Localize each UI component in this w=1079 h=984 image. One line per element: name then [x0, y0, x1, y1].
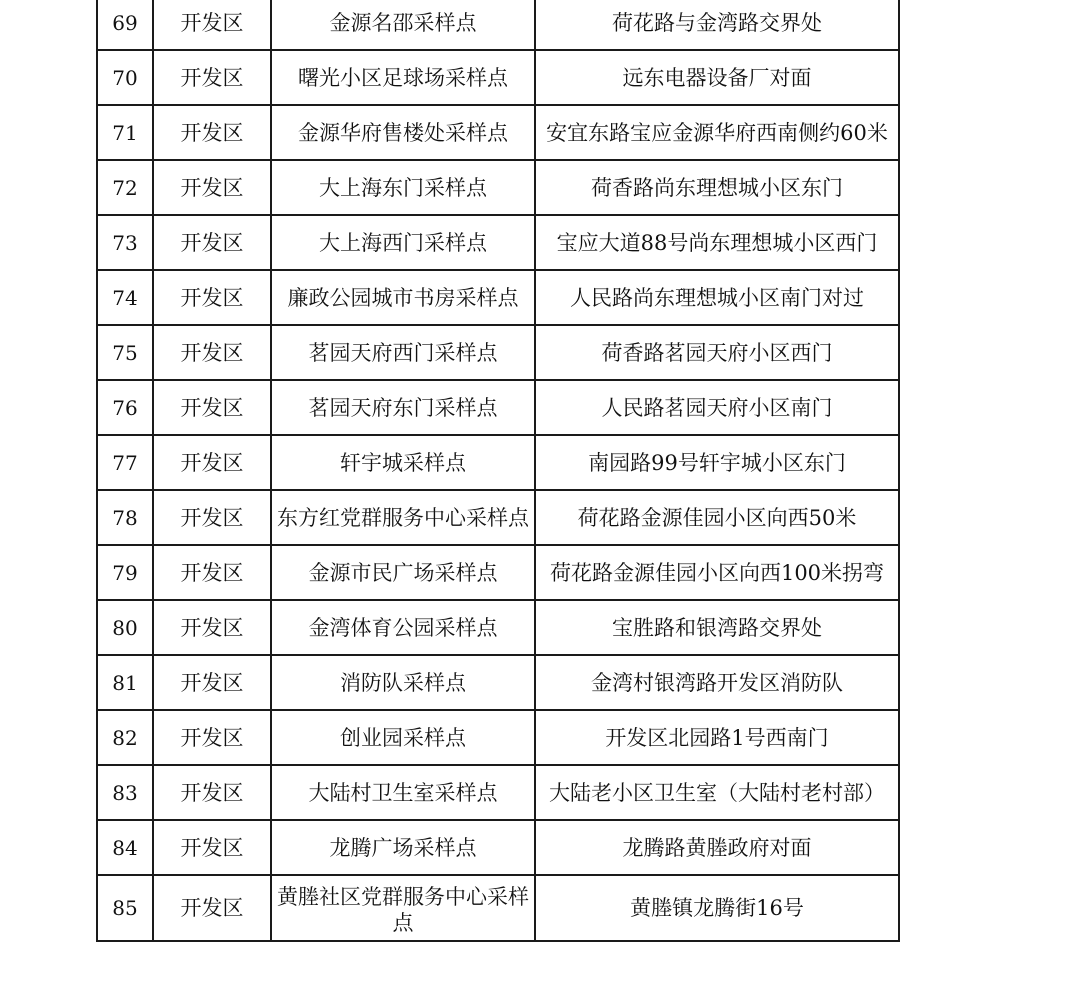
- row-number-cell: 69: [97, 0, 153, 50]
- table-row: [97, 820, 899, 875]
- row-number-cell: 83: [97, 765, 153, 820]
- table-row: [97, 50, 899, 105]
- district-cell: 开发区: [153, 380, 271, 435]
- row-number-cell: 78: [97, 490, 153, 545]
- row-number-cell: 81: [97, 655, 153, 710]
- address-cell: 荷香路茗园天府小区西门: [535, 325, 899, 380]
- address-cell: 龙腾路黄塍政府对面: [535, 820, 899, 875]
- sampling-sites-table: [96, 0, 900, 942]
- site-name-cell: 大上海东门采样点: [271, 160, 535, 215]
- site-name-cell: 金源名邵采样点: [271, 0, 535, 50]
- district-cell: 开发区: [153, 325, 271, 380]
- table-row: [97, 545, 899, 600]
- table-row: [97, 875, 899, 941]
- table-body: [97, 0, 899, 941]
- district-cell: 开发区: [153, 0, 271, 50]
- district-cell: 开发区: [153, 545, 271, 600]
- address-cell: 安宜东路宝应金源华府西南侧约60米: [535, 105, 899, 160]
- site-name-cell: 龙腾广场采样点: [271, 820, 535, 875]
- address-cell: 宝胜路和银湾路交界处: [535, 600, 899, 655]
- district-cell: 开发区: [153, 875, 271, 941]
- address-cell: 南园路99号轩宇城小区东门: [535, 435, 899, 490]
- address-cell: 荷香路尚东理想城小区东门: [535, 160, 899, 215]
- address-cell: 大陆老小区卫生室（大陆村老村部）: [535, 765, 899, 820]
- table-row: [97, 600, 899, 655]
- row-number-cell: 80: [97, 600, 153, 655]
- district-cell: 开发区: [153, 600, 271, 655]
- table-row: [97, 270, 899, 325]
- row-number-cell: 82: [97, 710, 153, 765]
- address-cell: 宝应大道88号尚东理想城小区西门: [535, 215, 899, 270]
- address-cell: 荷花路金源佳园小区向西50米: [535, 490, 899, 545]
- district-cell: 开发区: [153, 490, 271, 545]
- site-name-cell: 消防队采样点: [271, 655, 535, 710]
- district-cell: 开发区: [153, 710, 271, 765]
- site-name-cell: 黄塍社区党群服务中心采样点: [271, 875, 535, 941]
- row-number-cell: 84: [97, 820, 153, 875]
- address-cell: 远东电器设备厂对面: [535, 50, 899, 105]
- address-cell: 人民路茗园天府小区南门: [535, 380, 899, 435]
- row-number-cell: 72: [97, 160, 153, 215]
- district-cell: 开发区: [153, 655, 271, 710]
- site-name-cell: 金源市民广场采样点: [271, 545, 535, 600]
- table-row: [97, 380, 899, 435]
- site-name-cell: 东方红党群服务中心采样点: [271, 490, 535, 545]
- address-cell: 金湾村银湾路开发区消防队: [535, 655, 899, 710]
- district-cell: 开发区: [153, 50, 271, 105]
- row-number-cell: 73: [97, 215, 153, 270]
- table-row: [97, 490, 899, 545]
- table-row: [97, 765, 899, 820]
- table-row: [97, 710, 899, 765]
- table-row: [97, 435, 899, 490]
- row-number-cell: 75: [97, 325, 153, 380]
- district-cell: 开发区: [153, 270, 271, 325]
- address-cell: 人民路尚东理想城小区南门对过: [535, 270, 899, 325]
- row-number-cell: 77: [97, 435, 153, 490]
- district-cell: 开发区: [153, 215, 271, 270]
- row-number-cell: 74: [97, 270, 153, 325]
- table-row: [97, 215, 899, 270]
- table-row: [97, 0, 899, 50]
- row-number-cell: 70: [97, 50, 153, 105]
- site-name-cell: 创业园采样点: [271, 710, 535, 765]
- district-cell: 开发区: [153, 105, 271, 160]
- district-cell: 开发区: [153, 820, 271, 875]
- table-row: [97, 160, 899, 215]
- table-row: [97, 325, 899, 380]
- site-name-cell: 金源华府售楼处采样点: [271, 105, 535, 160]
- address-cell: 开发区北园路1号西南门: [535, 710, 899, 765]
- address-cell: 荷花路与金湾路交界处: [535, 0, 899, 50]
- site-name-cell: 轩宇城采样点: [271, 435, 535, 490]
- site-name-cell: 茗园天府东门采样点: [271, 380, 535, 435]
- row-number-cell: 85: [97, 875, 153, 941]
- row-number-cell: 71: [97, 105, 153, 160]
- district-cell: 开发区: [153, 160, 271, 215]
- site-name-cell: 大上海西门采样点: [271, 215, 535, 270]
- site-name-cell: 曙光小区足球场采样点: [271, 50, 535, 105]
- table-row: [97, 655, 899, 710]
- site-name-cell: 廉政公园城市书房采样点: [271, 270, 535, 325]
- address-cell: 黄塍镇龙腾街16号: [535, 875, 899, 941]
- row-number-cell: 79: [97, 545, 153, 600]
- site-name-cell: 茗园天府西门采样点: [271, 325, 535, 380]
- site-name-cell: 大陆村卫生室采样点: [271, 765, 535, 820]
- table-row: [97, 105, 899, 160]
- district-cell: 开发区: [153, 435, 271, 490]
- address-cell: 荷花路金源佳园小区向西100米拐弯: [535, 545, 899, 600]
- district-cell: 开发区: [153, 765, 271, 820]
- site-name-cell: 金湾体育公园采样点: [271, 600, 535, 655]
- row-number-cell: 76: [97, 380, 153, 435]
